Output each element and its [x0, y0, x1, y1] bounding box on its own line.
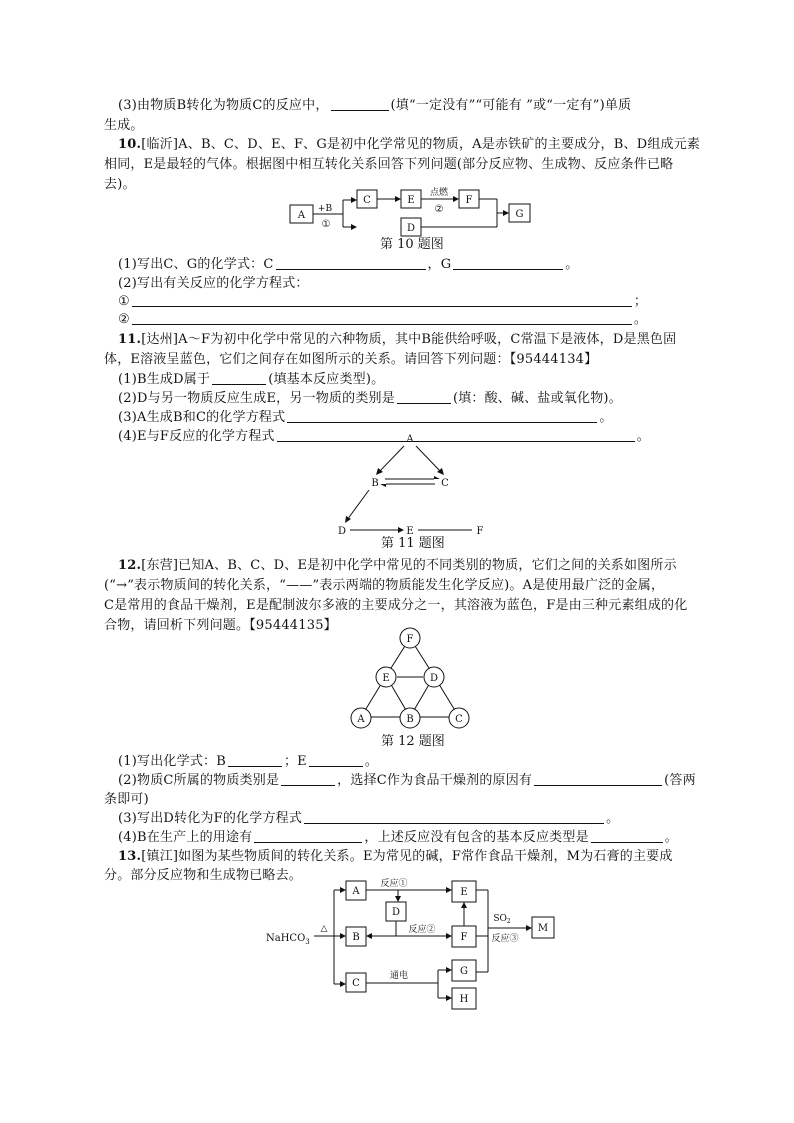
answer-blank[interactable] [331, 96, 389, 111]
node-G-label: G [460, 966, 468, 977]
node-B: B [371, 478, 379, 489]
question-number: 12. [118, 558, 142, 573]
q10-part1 [118, 255, 579, 275]
q12-caption: 第 12 题图 [381, 734, 445, 749]
node-B-label: B [352, 932, 360, 943]
q11-line1 [118, 330, 676, 350]
q12-p4-text-b: ，上述反应没有包含的基本反应类型是 [364, 830, 589, 845]
q12-p2-text-b: ，选择C作为食品干燥剂的原因有 [337, 773, 533, 788]
reaction-1-label: ① [321, 219, 331, 230]
q10-stem-1: [临沂]A、B、C、D、E、F、G是初中化学常见的物质，A是赤铁矿的主要成分，B、D组成元素 [141, 137, 701, 152]
q11-part2 [118, 389, 622, 409]
q12-line2: (“→”表示物质间的转化关系，“——”表示两端的物质能发生化学反应)。A是使用最广泛的金属， [104, 578, 665, 593]
eq-marker-1: ① [118, 294, 130, 309]
answer-blank[interactable] [212, 370, 266, 385]
node-H-label: H [459, 994, 469, 1005]
q12-p2-text-a: (2)物质C所属的物质类别是 [118, 773, 280, 788]
answer-blank-e[interactable] [309, 752, 363, 767]
eq1-end: ； [633, 294, 648, 309]
node-B-label: B [406, 714, 414, 725]
q12-part2-line2: 条即可) [104, 792, 149, 807]
reaction-2-label: 反应② [408, 925, 436, 935]
q10-equation-1 [118, 292, 647, 312]
q12-p4-text-c: 。 [664, 830, 678, 845]
node-F-label: F [460, 932, 468, 943]
q11-p1-text-b: (填基本反应类型)。 [268, 372, 385, 387]
eq2-end: 。 [633, 312, 648, 327]
q11-diagram [330, 432, 490, 538]
node-A-label: A [352, 886, 360, 897]
q12-p3-text-a: (3)写出D转化为F的化学方程式 [118, 811, 303, 826]
q10-diagram [285, 185, 535, 240]
node-A-label: A [297, 210, 306, 221]
node-E-label: E [382, 673, 390, 684]
node-A-label: A [357, 714, 365, 725]
q13-stem-1: [镇江]如图为某些物质间的转化关系。E为常见的碱，F常作食品干燥剂，M为石膏的主要成 [141, 849, 673, 864]
q11-stem-1: [达州]A～F为初中化学中常见的六种物质，其中B能供给呼吸，C常温下是液体，D是黑色固 [141, 332, 677, 347]
q11-line2: 体，E溶液呈蓝色，它们之间存在如图所示的关系。请回答下列问题：【95444134】 [104, 352, 598, 367]
q10-caption: 第 10 题图 [380, 237, 444, 252]
ignite-label: 点燃 [429, 188, 449, 198]
answer-blank[interactable] [397, 389, 451, 404]
q9-part3-text-b: (填“一定没有”“可能有 ”或“一定有”)单质 [390, 98, 632, 113]
node-C-label: C [455, 714, 463, 725]
so2-label: $SO_2$ [493, 914, 511, 925]
answer-blank[interactable] [281, 771, 335, 786]
answer-blank[interactable] [534, 771, 662, 786]
eq-marker-2: ② [118, 312, 130, 327]
question-number: 10. [118, 137, 142, 152]
heat-symbol: △ [320, 924, 328, 934]
q11-p3-text-a: (3)A生成B和C的化学方程式 [118, 410, 286, 425]
q13-line1 [118, 847, 673, 867]
answer-blank-b[interactable] [228, 752, 282, 767]
q12-part2 [118, 771, 696, 791]
q10-line3: 去)。 [104, 177, 136, 192]
q12-p4-text-a: (4)B在生产上的用途有 [118, 830, 253, 845]
q12-line4: 合物，请回析下列问题。【95444135】 [104, 618, 337, 633]
q12-p3-text-b: 。 [606, 811, 620, 826]
q10-p1-text-b: ，G [427, 257, 452, 272]
answer-blank[interactable] [304, 809, 604, 824]
q10-line2: 相同，E是最轻的气体。根据图中相互转化关系回答下列问题(部分反应物、生成物、反应条件已略 [104, 157, 674, 172]
q11-caption: 第 11 题图 [381, 536, 445, 551]
q11-p2-text-b: (填：酸、碱、盐或氧化物)。 [452, 391, 622, 406]
node-F-label: F [465, 195, 473, 206]
node-D-label: D [429, 673, 439, 684]
node-A: A [406, 434, 414, 445]
q11-p3-text-b: 。 [599, 410, 613, 425]
q13-line2: 分。部分反应物和生成物已略去。 [104, 868, 303, 883]
node-D-label: D [406, 223, 416, 234]
electrolysis-label: 通电 [389, 971, 409, 981]
q12-line3: C是常用的食品干燥剂，E是配制波尔多液的主要成分之一，其溶液为蓝色，F是由三种元素组成的化 [104, 598, 688, 613]
node-C-label: C [363, 195, 371, 206]
q11-part3 [118, 408, 613, 428]
q11-part1 [118, 370, 384, 390]
q11-p4-text-b: 。 [636, 429, 650, 444]
node-C-label: C [352, 978, 360, 989]
reaction-3-label: 反应③ [491, 934, 519, 944]
q9-part3-line1 [118, 96, 631, 116]
answer-blank-g[interactable] [453, 255, 563, 270]
nahco3-label: NaHCO$_3$ [266, 933, 310, 946]
q10-line1 [118, 135, 700, 155]
node-D-label: D [391, 907, 401, 918]
answer-blank[interactable] [287, 408, 597, 423]
reaction-2-label: ② [434, 204, 444, 215]
node-E: E [406, 526, 414, 537]
q12-part1 [118, 752, 378, 772]
q12-part4 [118, 828, 678, 848]
question-number: 11. [118, 332, 142, 347]
q12-p1-text-c: 。 [364, 754, 379, 769]
plus-b-label: +B [317, 204, 333, 214]
question-number: 13. [118, 849, 142, 864]
answer-blank[interactable] [254, 828, 362, 843]
answer-blank-c[interactable] [276, 255, 426, 270]
node-G-label: G [515, 209, 524, 220]
reaction-1-label: 反应① [380, 879, 408, 889]
node-C: C [441, 478, 449, 489]
q12-part3 [118, 809, 619, 829]
q12-p1-text-b: ；E [283, 754, 307, 769]
q12-stem-1: [东营]已知A、B、C、D、E是初中化学中常见的不同类别的物质，它们之间的关系如图所示 [141, 558, 677, 573]
answer-blank-eq1[interactable] [132, 292, 632, 307]
q12-p2-text-c: (答两 [664, 773, 696, 788]
q13-diagram [262, 872, 562, 1040]
q12-diagram [340, 624, 480, 734]
node-F-label: F [406, 634, 414, 645]
q10-equation-2 [118, 310, 647, 330]
q9-part3-line2: 生成。 [104, 118, 144, 133]
q11-p1-text-a: (1)B生成D属于 [118, 372, 211, 387]
node-M-label: M [537, 923, 549, 934]
q9-part3-text-a: (3)由物质B转化为物质C的反应中， [118, 98, 329, 113]
node-E-label: E [460, 887, 468, 898]
node-D: D [337, 526, 347, 537]
answer-blank[interactable] [591, 828, 663, 843]
q10-p1-text-c: 。 [565, 257, 579, 272]
q12-line1 [118, 556, 677, 576]
q11-p4-text-a: (4)E与F反应的化学方程式 [118, 429, 275, 444]
q10-p1-text-a: (1)写出C、G的化学式：C [118, 257, 274, 272]
q11-p2-text-a: (2)D与另一物质反应生成E，另一物质的类别是 [118, 391, 395, 406]
q10-part2: (2)写出有关反应的化学方程式： [118, 276, 309, 291]
node-E-label: E [407, 195, 415, 206]
q12-p1-text-a: (1)写出化学式：B [118, 754, 226, 769]
answer-blank-eq2[interactable] [132, 310, 632, 325]
node-F: F [476, 526, 484, 537]
